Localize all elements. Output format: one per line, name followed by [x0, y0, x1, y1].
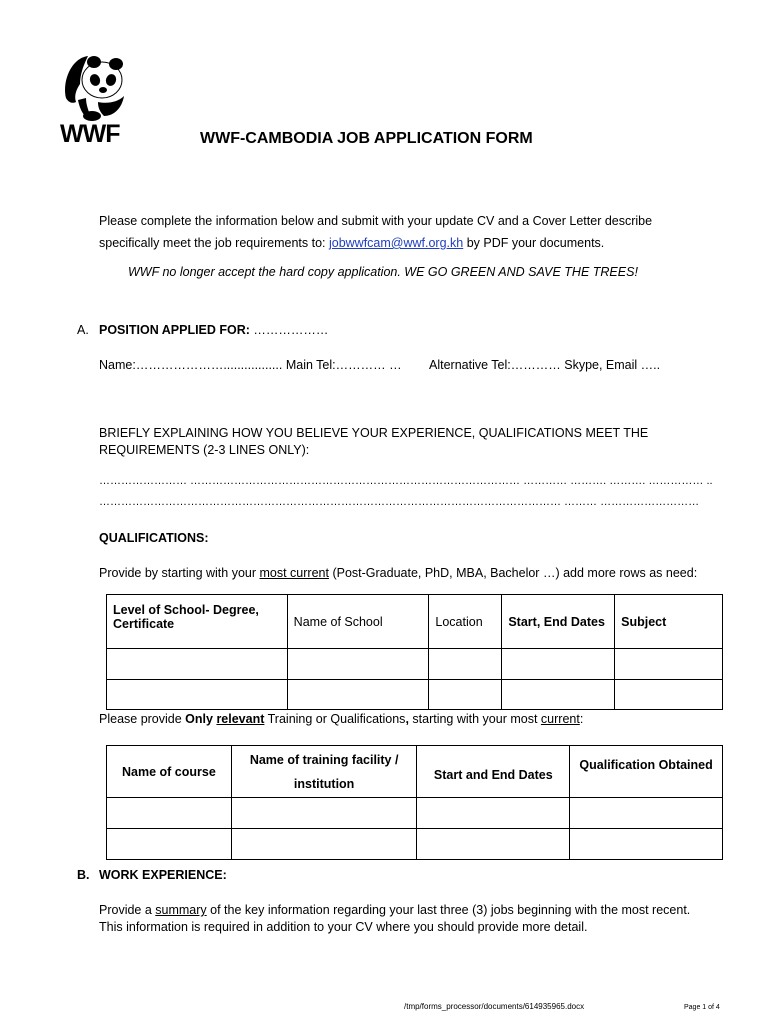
training-instr-bold: Only: [185, 712, 217, 726]
intro-line-1: Please complete the information below and submit with your update CV and a Cover Letter describe: [99, 214, 653, 228]
work-experience-line-1: [99, 903, 690, 917]
training-instr-current: current: [540, 712, 580, 726]
training-instr-middle: Training or Qualifications: [264, 712, 406, 726]
table-cell[interactable]: [417, 829, 570, 860]
table-cell[interactable]: [287, 680, 429, 710]
explain-answer-line-2[interactable]: ……………………………………………………………………………………………………………… ……… ………………………: [99, 496, 700, 508]
table-row: [107, 649, 723, 680]
training-instruction: [99, 712, 583, 726]
table-row: [107, 680, 723, 710]
qual-header-school: Name of School: [287, 595, 429, 649]
training-instr-relevant: relevant: [216, 712, 265, 726]
table-cell[interactable]: [502, 649, 615, 680]
work-line-1-summary: summary: [155, 903, 207, 917]
table-row: [107, 798, 723, 829]
qual-header-subject: Subject: [615, 595, 723, 649]
logo-text: WWF: [60, 120, 120, 148]
table-cell[interactable]: [107, 798, 232, 829]
training-instr-colon: :: [579, 712, 584, 726]
qual-header-level: Level of School- Degree, Certificate: [107, 595, 288, 649]
work-line-1-prefix: Provide a: [99, 903, 156, 917]
contact-line-2[interactable]: Alternative Tel:………… Skype, Email …..: [429, 358, 661, 372]
training-table: [106, 745, 723, 860]
email-link[interactable]: jobwwfcam@wwf.org.kh: [328, 236, 464, 250]
training-instr-suffix: starting with your most: [408, 712, 541, 726]
training-header-dates: Start and End Dates: [417, 746, 570, 798]
table-row: [107, 829, 723, 860]
intro-line-2-suffix: by PDF your documents.: [463, 236, 605, 250]
qual-header-location: Location: [429, 595, 502, 649]
position-applied-dots[interactable]: ………………: [249, 323, 329, 337]
footer-page: Page 1 of 4: [684, 1004, 720, 1011]
work-line-1-suffix: of the key information regarding your last three (3) jobs beginning with the most recent.: [206, 903, 691, 917]
position-applied-label: POSITION APPLIED FOR:: [99, 323, 250, 337]
table-cell[interactable]: [570, 829, 723, 860]
table-cell[interactable]: [417, 798, 570, 829]
section-b-letter: B.: [77, 868, 90, 882]
contact-line-1[interactable]: Name:…………………................. Main Tel:………… …: [99, 358, 402, 372]
table-cell[interactable]: [231, 829, 417, 860]
training-header-facility: Name of training facility / institution: [231, 746, 417, 798]
qual-instr-underline: most current: [259, 566, 329, 580]
table-cell[interactable]: [231, 798, 417, 829]
work-experience-line-2: This information is required in addition to your CV where you should provide more detail.: [99, 920, 588, 934]
qualifications-heading: QUALIFICATIONS:: [99, 531, 209, 545]
qual-instr-suffix: (Post-Graduate, PhD, MBA, Bachelor …) add more rows as need:: [328, 566, 698, 580]
table-cell[interactable]: [107, 649, 288, 680]
table-cell[interactable]: [615, 680, 723, 710]
training-header-row: [107, 746, 723, 798]
page-title: WWF-CAMBODIA JOB APPLICATION FORM: [200, 130, 533, 147]
section-a-letter: A.: [77, 323, 89, 337]
qual-instr-prefix: Provide by starting with your: [99, 566, 260, 580]
training-instr-comma: ,: [405, 712, 409, 726]
table-cell[interactable]: [502, 680, 615, 710]
table-cell[interactable]: [615, 649, 723, 680]
table-cell[interactable]: [570, 798, 723, 829]
training-header-course: Name of course: [107, 746, 232, 798]
qualifications-instruction: [99, 566, 697, 580]
qualifications-header-row: [107, 595, 723, 649]
training-header-qualification: Qualification Obtained: [570, 746, 723, 798]
qualifications-table: [106, 594, 723, 710]
table-cell[interactable]: [107, 829, 232, 860]
green-notice: WWF no longer accept the hard copy application. WE GO GREEN AND SAVE THE TREES!: [128, 265, 638, 279]
position-applied: [99, 323, 328, 337]
intro-line-2: [99, 236, 604, 250]
explain-line-1: BRIEFLY EXPLAINING HOW YOU BELIEVE YOUR EXPERIENCE, QUALIFICATIONS MEET THE: [99, 426, 649, 440]
explain-line-2: REQUIREMENTS (2-3 LINES ONLY):: [99, 443, 310, 457]
explain-answer-line-1[interactable]: …………………… ……………………………………………………………………………… ………… ………. ………. …………… ..: [99, 475, 713, 487]
table-cell[interactable]: [429, 649, 502, 680]
table-cell[interactable]: [287, 649, 429, 680]
footer-path: /tmp/forms_processor/documents/614935965.docx: [404, 1002, 585, 1011]
table-cell[interactable]: [429, 680, 502, 710]
qual-header-dates: Start, End Dates: [502, 595, 615, 649]
table-cell[interactable]: [107, 680, 288, 710]
intro-line-2-prefix: specifically meet the job requirements to:: [99, 236, 329, 250]
training-instr-prefix: Please provide: [99, 712, 186, 726]
work-experience-heading: WORK EXPERIENCE:: [99, 868, 227, 882]
